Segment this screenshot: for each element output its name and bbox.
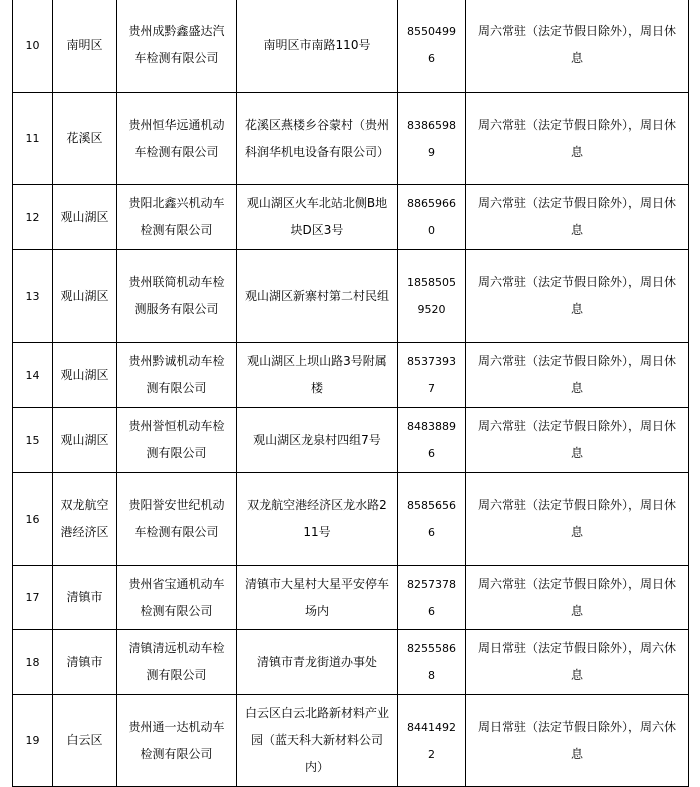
company-cell: 贵州联简机动车检测服务有限公司 [117, 250, 237, 343]
row-number: 18 [13, 630, 53, 695]
row-number: 13 [13, 250, 53, 343]
district-cell: 双龙航空港经济区 [53, 473, 117, 566]
table-row [13, 185, 689, 250]
company-cell: 贵州誉恒机动车检测有限公司 [117, 408, 237, 473]
address-cell: 观山湖区新寨村第二村民组 [237, 250, 398, 343]
company-cell: 贵州成黔鑫盛达汽车检测有限公司 [117, 0, 237, 93]
address-cell: 观山湖区龙泉村四组7号 [237, 408, 398, 473]
company-cell: 贵州省宝通机动车检测有限公司 [117, 566, 237, 630]
address-cell: 双龙航空港经济区龙水路211号 [237, 473, 398, 566]
table-body [13, 0, 689, 787]
row-number: 11 [13, 93, 53, 185]
table-row [13, 630, 689, 695]
hours-cell: 周六常驻（法定节假日除外），周日休息 [466, 473, 689, 566]
hours-cell: 周六常驻（法定节假日除外），周日休息 [466, 93, 689, 185]
phone-cell: 82555868 [398, 630, 466, 695]
hours-cell: 周六常驻（法定节假日除外），周日休息 [466, 250, 689, 343]
row-number: 15 [13, 408, 53, 473]
phone-cell: 85856566 [398, 473, 466, 566]
table-row [13, 0, 689, 93]
phone-cell: 85373937 [398, 343, 466, 408]
row-number: 10 [13, 0, 53, 93]
phone-cell: 88659660 [398, 185, 466, 250]
phone-cell: 84414922 [398, 695, 466, 787]
address-cell: 花溪区燕楼乡谷蒙村（贵州科润华机电设备有限公司） [237, 93, 398, 185]
district-cell: 观山湖区 [53, 343, 117, 408]
hours-cell: 周六常驻（法定节假日除外），周日休息 [466, 408, 689, 473]
inspection-station-table [12, 0, 689, 787]
phone-cell: 84838896 [398, 408, 466, 473]
row-number: 19 [13, 695, 53, 787]
row-number: 12 [13, 185, 53, 250]
table-row [13, 250, 689, 343]
address-cell: 白云区白云北路新材料产业园（蓝天科大新材料公司内） [237, 695, 398, 787]
table-row [13, 695, 689, 787]
address-cell: 观山湖区火车北站北侧B地块D区3号 [237, 185, 398, 250]
district-cell: 观山湖区 [53, 408, 117, 473]
address-cell: 观山湖区上坝山路3号附属楼 [237, 343, 398, 408]
district-cell: 南明区 [53, 0, 117, 93]
hours-cell: 周六常驻（法定节假日除外），周日休息 [466, 185, 689, 250]
company-cell: 贵州恒华远通机动车检测有限公司 [117, 93, 237, 185]
table-row [13, 343, 689, 408]
row-number: 16 [13, 473, 53, 566]
company-cell: 贵州通一达机动车检测有限公司 [117, 695, 237, 787]
address-cell: 清镇市大星村大星平安停车场内 [237, 566, 398, 630]
company-cell: 贵阳誉安世纪机动车检测有限公司 [117, 473, 237, 566]
row-number: 14 [13, 343, 53, 408]
table-row [13, 566, 689, 630]
phone-cell: 18585059520 [398, 250, 466, 343]
table-row [13, 93, 689, 185]
address-cell: 清镇市青龙街道办事处 [237, 630, 398, 695]
hours-cell: 周六常驻（法定节假日除外），周日休息 [466, 566, 689, 630]
company-cell: 贵州黔诚机动车检测有限公司 [117, 343, 237, 408]
row-number: 17 [13, 566, 53, 630]
district-cell: 白云区 [53, 695, 117, 787]
district-cell: 花溪区 [53, 93, 117, 185]
company-cell: 清镇清远机动车检测有限公司 [117, 630, 237, 695]
table-row [13, 473, 689, 566]
phone-cell: 85504996 [398, 0, 466, 93]
district-cell: 观山湖区 [53, 250, 117, 343]
district-cell: 清镇市 [53, 566, 117, 630]
company-cell: 贵阳北鑫兴机动车检测有限公司 [117, 185, 237, 250]
district-cell: 观山湖区 [53, 185, 117, 250]
phone-cell: 82573786 [398, 566, 466, 630]
address-cell: 南明区市南路110号 [237, 0, 398, 93]
hours-cell: 周六常驻（法定节假日除外），周日休息 [466, 343, 689, 408]
district-cell: 清镇市 [53, 630, 117, 695]
hours-cell: 周六常驻（法定节假日除外），周日休息 [466, 0, 689, 93]
hours-cell: 周日常驻（法定节假日除外），周六休息 [466, 630, 689, 695]
table-row [13, 408, 689, 473]
hours-cell: 周日常驻（法定节假日除外），周六休息 [466, 695, 689, 787]
phone-cell: 83865989 [398, 93, 466, 185]
